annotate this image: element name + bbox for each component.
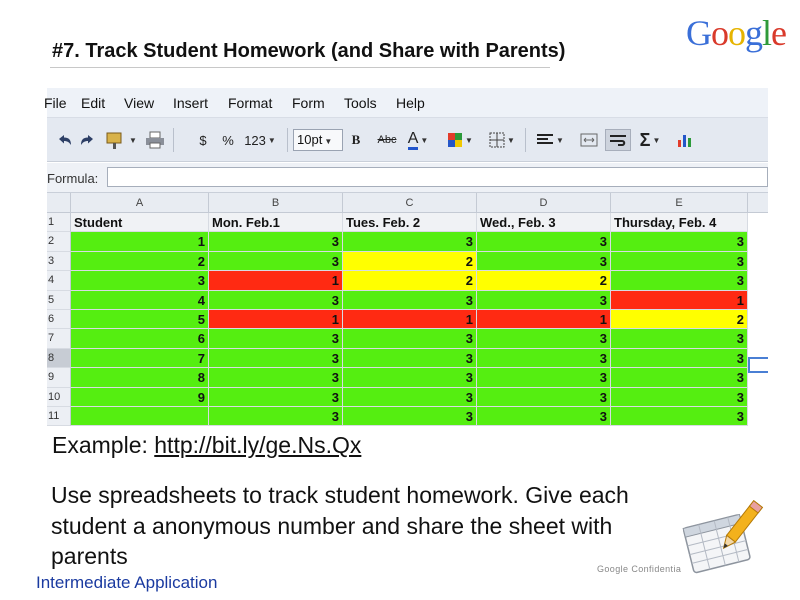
score-cell[interactable]: 3: [611, 407, 748, 426]
score-cell[interactable]: 2: [477, 271, 611, 290]
formula-label: Formula:: [47, 171, 99, 186]
logo-letter: l: [762, 13, 772, 53]
score-cell[interactable]: 3: [477, 232, 611, 251]
student-cell[interactable]: [71, 407, 209, 426]
footer-category: Intermediate Application: [36, 573, 218, 592]
description-text: Use spreadsheets to track student homework. Give each student a anonymous number and share the sheet with parents: [51, 482, 629, 569]
paint-format-icon[interactable]: ▼: [103, 129, 139, 151]
logo-letter: o: [728, 13, 745, 53]
header-cell[interactable]: Thursday, Feb. 4: [611, 213, 748, 232]
student-cell[interactable]: 4: [71, 291, 209, 310]
row-number[interactable]: 6: [47, 310, 71, 329]
row-number[interactable]: 5: [47, 291, 71, 310]
student-cell[interactable]: 5: [71, 310, 209, 329]
font-size-dropdown[interactable]: 10pt ▼: [293, 129, 343, 151]
student-cell[interactable]: 8: [71, 368, 209, 387]
row-number[interactable]: 1: [47, 213, 71, 232]
row-number[interactable]: 2: [47, 232, 71, 251]
header-cell[interactable]: Student: [71, 213, 209, 232]
student-cell[interactable]: 6: [71, 329, 209, 348]
score-cell[interactable]: 3: [209, 232, 343, 251]
print-icon[interactable]: [143, 129, 167, 151]
font-color-label: A: [408, 131, 419, 150]
row-number[interactable]: 3: [47, 252, 71, 271]
score-cell[interactable]: 3: [611, 388, 748, 407]
row-number[interactable]: 7: [47, 329, 71, 348]
currency-format-button[interactable]: $: [199, 132, 207, 148]
spreadsheet-window: [44, 88, 768, 424]
student-cell[interactable]: 7: [71, 349, 209, 368]
score-cell[interactable]: 1: [343, 310, 477, 329]
score-cell[interactable]: 3: [477, 252, 611, 271]
score-cell[interactable]: 3: [343, 329, 477, 348]
google-logo: [686, 12, 786, 54]
table-row: [47, 252, 768, 271]
student-cell[interactable]: 9: [71, 388, 209, 407]
table-row: [47, 310, 768, 329]
score-cell[interactable]: 1: [209, 271, 343, 290]
menu-item-view[interactable]: View: [124, 95, 155, 111]
table-row: [47, 291, 768, 310]
score-cell[interactable]: 1: [209, 310, 343, 329]
table-row: [47, 368, 768, 387]
header-cell[interactable]: Mon. Feb.1: [209, 213, 343, 232]
score-cell[interactable]: 3: [343, 349, 477, 368]
number-format-dropdown[interactable]: 123 ▼: [244, 132, 276, 148]
sigma-label: Σ: [639, 129, 651, 150]
table-row: [47, 232, 768, 251]
chart-icon[interactable]: [673, 129, 697, 151]
bold-button[interactable]: B: [351, 132, 361, 147]
percent-format-button[interactable]: %: [222, 132, 234, 148]
score-cell[interactable]: 3: [209, 252, 343, 271]
score-cell[interactable]: 3: [343, 368, 477, 387]
merge-icon[interactable]: [577, 129, 601, 151]
menu-item-tools[interactable]: Tools: [344, 95, 377, 111]
score-cell[interactable]: 1: [611, 291, 748, 310]
table-row: [47, 271, 768, 290]
score-cell[interactable]: 3: [477, 388, 611, 407]
spreadsheets-pencil-icon: [680, 494, 766, 580]
score-cell[interactable]: 3: [343, 388, 477, 407]
score-cell[interactable]: 2: [343, 252, 477, 271]
redo-icon[interactable]: [77, 129, 99, 151]
menu-item-edit[interactable]: Edit: [81, 95, 106, 111]
score-cell[interactable]: 3: [209, 349, 343, 368]
logo-letter: g: [745, 13, 762, 53]
menu-item-form[interactable]: Form: [292, 95, 325, 111]
student-cell[interactable]: 1: [71, 232, 209, 251]
table-row: [47, 388, 768, 407]
row-number[interactable]: 4: [47, 271, 71, 290]
score-cell[interactable]: 3: [611, 368, 748, 387]
example-prefix: Example:: [52, 432, 155, 458]
score-cell[interactable]: 3: [477, 407, 611, 426]
logo-letter: o: [711, 13, 728, 53]
formula-input[interactable]: [107, 167, 768, 187]
student-cell[interactable]: 3: [71, 271, 209, 290]
score-cell[interactable]: 2: [343, 271, 477, 290]
score-cell[interactable]: 3: [343, 291, 477, 310]
column-header-a[interactable]: A: [71, 193, 209, 213]
toolbar-separator: [525, 128, 526, 152]
logo-letter: G: [686, 13, 711, 53]
menu-item-help[interactable]: Help: [396, 95, 425, 111]
slide-title: #7. Track Student Homework (and Share with Parents): [52, 40, 566, 62]
example-link[interactable]: http://bit.ly/ge.Ns.Qx: [154, 432, 362, 458]
title-divider: [50, 67, 550, 68]
menu-item-file[interactable]: File: [44, 95, 67, 111]
column-header-b[interactable]: B: [209, 193, 343, 213]
score-cell[interactable]: 3: [477, 291, 611, 310]
score-cell[interactable]: 3: [343, 407, 477, 426]
font-size-value: 10pt: [297, 132, 323, 147]
score-cell[interactable]: 1: [477, 310, 611, 329]
score-cell[interactable]: 3: [209, 388, 343, 407]
menu-item-insert[interactable]: Insert: [173, 95, 209, 111]
example-line: [52, 432, 361, 459]
wrap-icon[interactable]: [605, 129, 631, 151]
confidential-label: Google Confidentia: [597, 564, 682, 574]
toolbar-separator: [287, 128, 288, 152]
score-cell[interactable]: 3: [209, 368, 343, 387]
score-cell[interactable]: 3: [209, 407, 343, 426]
table-row: [47, 329, 768, 348]
table-row: [47, 407, 768, 426]
score-cell[interactable]: 3: [343, 232, 477, 251]
column-header-row: [47, 193, 768, 213]
row-number[interactable]: 9: [47, 368, 71, 387]
number-format-label: 123: [244, 132, 266, 148]
cell-selection-box: [748, 357, 768, 373]
score-cell[interactable]: 3: [477, 329, 611, 348]
menu-bar: [44, 88, 768, 118]
row-number[interactable]: 8: [47, 349, 71, 368]
menu-item-format[interactable]: Format: [228, 95, 273, 111]
score-cell[interactable]: 3: [611, 349, 748, 368]
toolbar: [47, 118, 768, 162]
logo-letter: e: [771, 13, 786, 53]
score-cell[interactable]: 3: [477, 368, 611, 387]
score-cell[interactable]: 3: [477, 349, 611, 368]
header-cell[interactable]: Tues. Feb. 2: [343, 213, 477, 232]
formula-bar: [47, 163, 768, 193]
functions-icon[interactable]: Σ ▼: [639, 129, 661, 150]
header-cell[interactable]: Wed., Feb. 3: [477, 213, 611, 232]
text-color-icon[interactable]: A ▼: [403, 129, 433, 151]
score-cell[interactable]: 3: [611, 329, 748, 348]
score-cell[interactable]: 3: [611, 232, 748, 251]
toolbar-separator: [173, 128, 174, 152]
borders-icon[interactable]: ▼: [487, 129, 517, 151]
table-row: [47, 349, 768, 368]
column-header-c[interactable]: C: [343, 193, 477, 213]
strikethrough-button[interactable]: Abc: [377, 134, 397, 146]
undo-icon[interactable]: [53, 129, 75, 151]
score-cell[interactable]: 3: [209, 329, 343, 348]
score-cell[interactable]: 3: [209, 291, 343, 310]
score-cell[interactable]: 2: [611, 310, 748, 329]
score-cell[interactable]: 3: [611, 252, 748, 271]
score-cell[interactable]: 3: [611, 271, 748, 290]
header-row: [47, 213, 768, 232]
bg-color-icon[interactable]: ▼: [445, 129, 475, 151]
student-cell[interactable]: 2: [71, 252, 209, 271]
column-header-e[interactable]: E: [611, 193, 748, 213]
row-number[interactable]: 11: [47, 407, 71, 426]
column-header-d[interactable]: D: [477, 193, 611, 213]
row-number[interactable]: 10: [47, 388, 71, 407]
align-icon[interactable]: ▼: [533, 129, 567, 151]
select-all-corner[interactable]: [47, 193, 71, 213]
